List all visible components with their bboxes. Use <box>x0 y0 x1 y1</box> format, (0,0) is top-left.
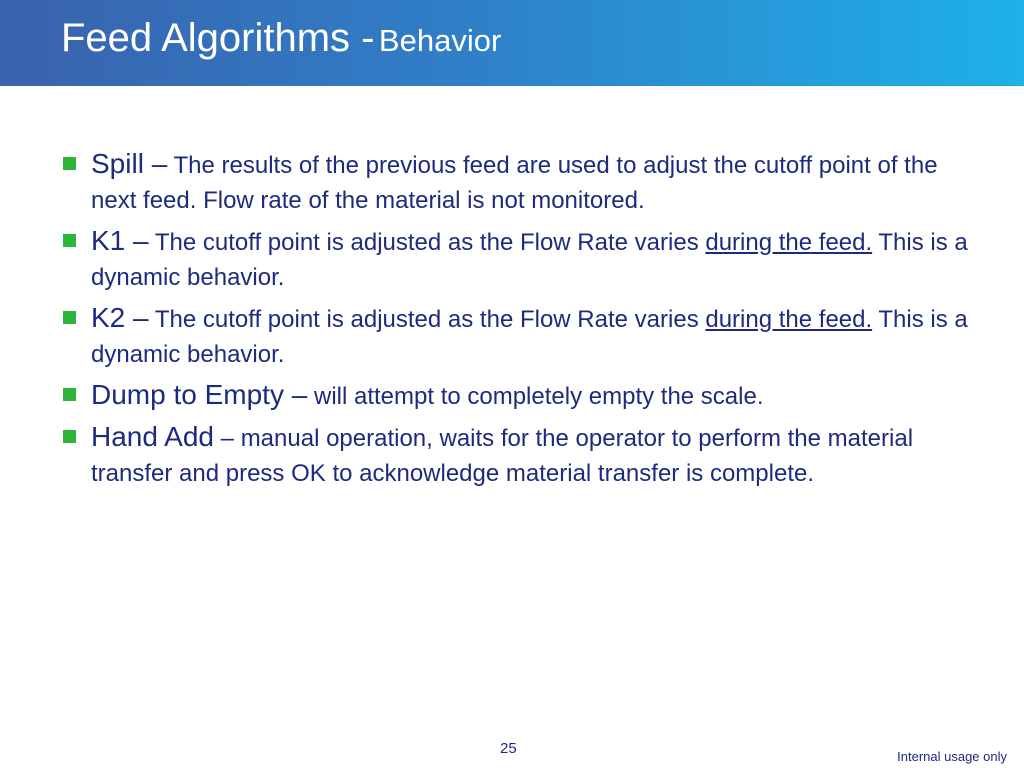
bullet-term: Hand Add <box>91 421 214 452</box>
page-number: 25 <box>500 740 517 757</box>
bullet-dump-to-empty <box>60 377 980 414</box>
bullet-description: – manual operation, waits for the operator to perform the material transfer and press OK to acknowledge material transfer is complete. <box>91 425 914 487</box>
square-bullet-icon <box>63 157 76 170</box>
slide-title-main: Feed Algorithms - <box>61 16 375 60</box>
bullet-term: K2 – <box>91 302 149 333</box>
bullet-list <box>60 146 980 491</box>
bullet-description-end: This is a dynamic behavior. <box>91 229 968 291</box>
bullet-term: K1 – <box>91 225 149 256</box>
square-bullet-icon <box>63 388 76 401</box>
bullet-description: The cutoff point is adjusted as the Flow Rate varies <box>154 229 699 256</box>
bullet-hand-add <box>60 419 980 491</box>
bullet-description-end: This is a dynamic behavior. <box>91 306 968 368</box>
bullet-description-underlined: during the feed. <box>705 229 873 256</box>
square-bullet-icon <box>63 234 76 247</box>
slide-title-sub: Behavior <box>378 23 502 58</box>
title-bar <box>0 0 1024 86</box>
bullet-description: will attempt to completely empty the scale. <box>313 383 764 410</box>
square-bullet-icon <box>63 430 76 443</box>
bullet-description: The cutoff point is adjusted as the Flow Rate varies <box>154 306 699 333</box>
slide-title <box>61 18 501 58</box>
bullet-k1 <box>60 223 980 295</box>
bullet-description: The results of the previous feed are used to adjust the cutoff point of the next feed. Flow rate of the material is not monitored. <box>91 152 938 214</box>
bullet-k2 <box>60 300 980 372</box>
bullet-term: Dump to Empty – <box>91 379 308 410</box>
bullet-term: Spill – <box>91 148 168 179</box>
bullet-spill <box>60 146 980 218</box>
footer-note: Internal usage only <box>897 749 1007 764</box>
bullet-description-underlined: during the feed. <box>705 306 873 333</box>
square-bullet-icon <box>63 311 76 324</box>
